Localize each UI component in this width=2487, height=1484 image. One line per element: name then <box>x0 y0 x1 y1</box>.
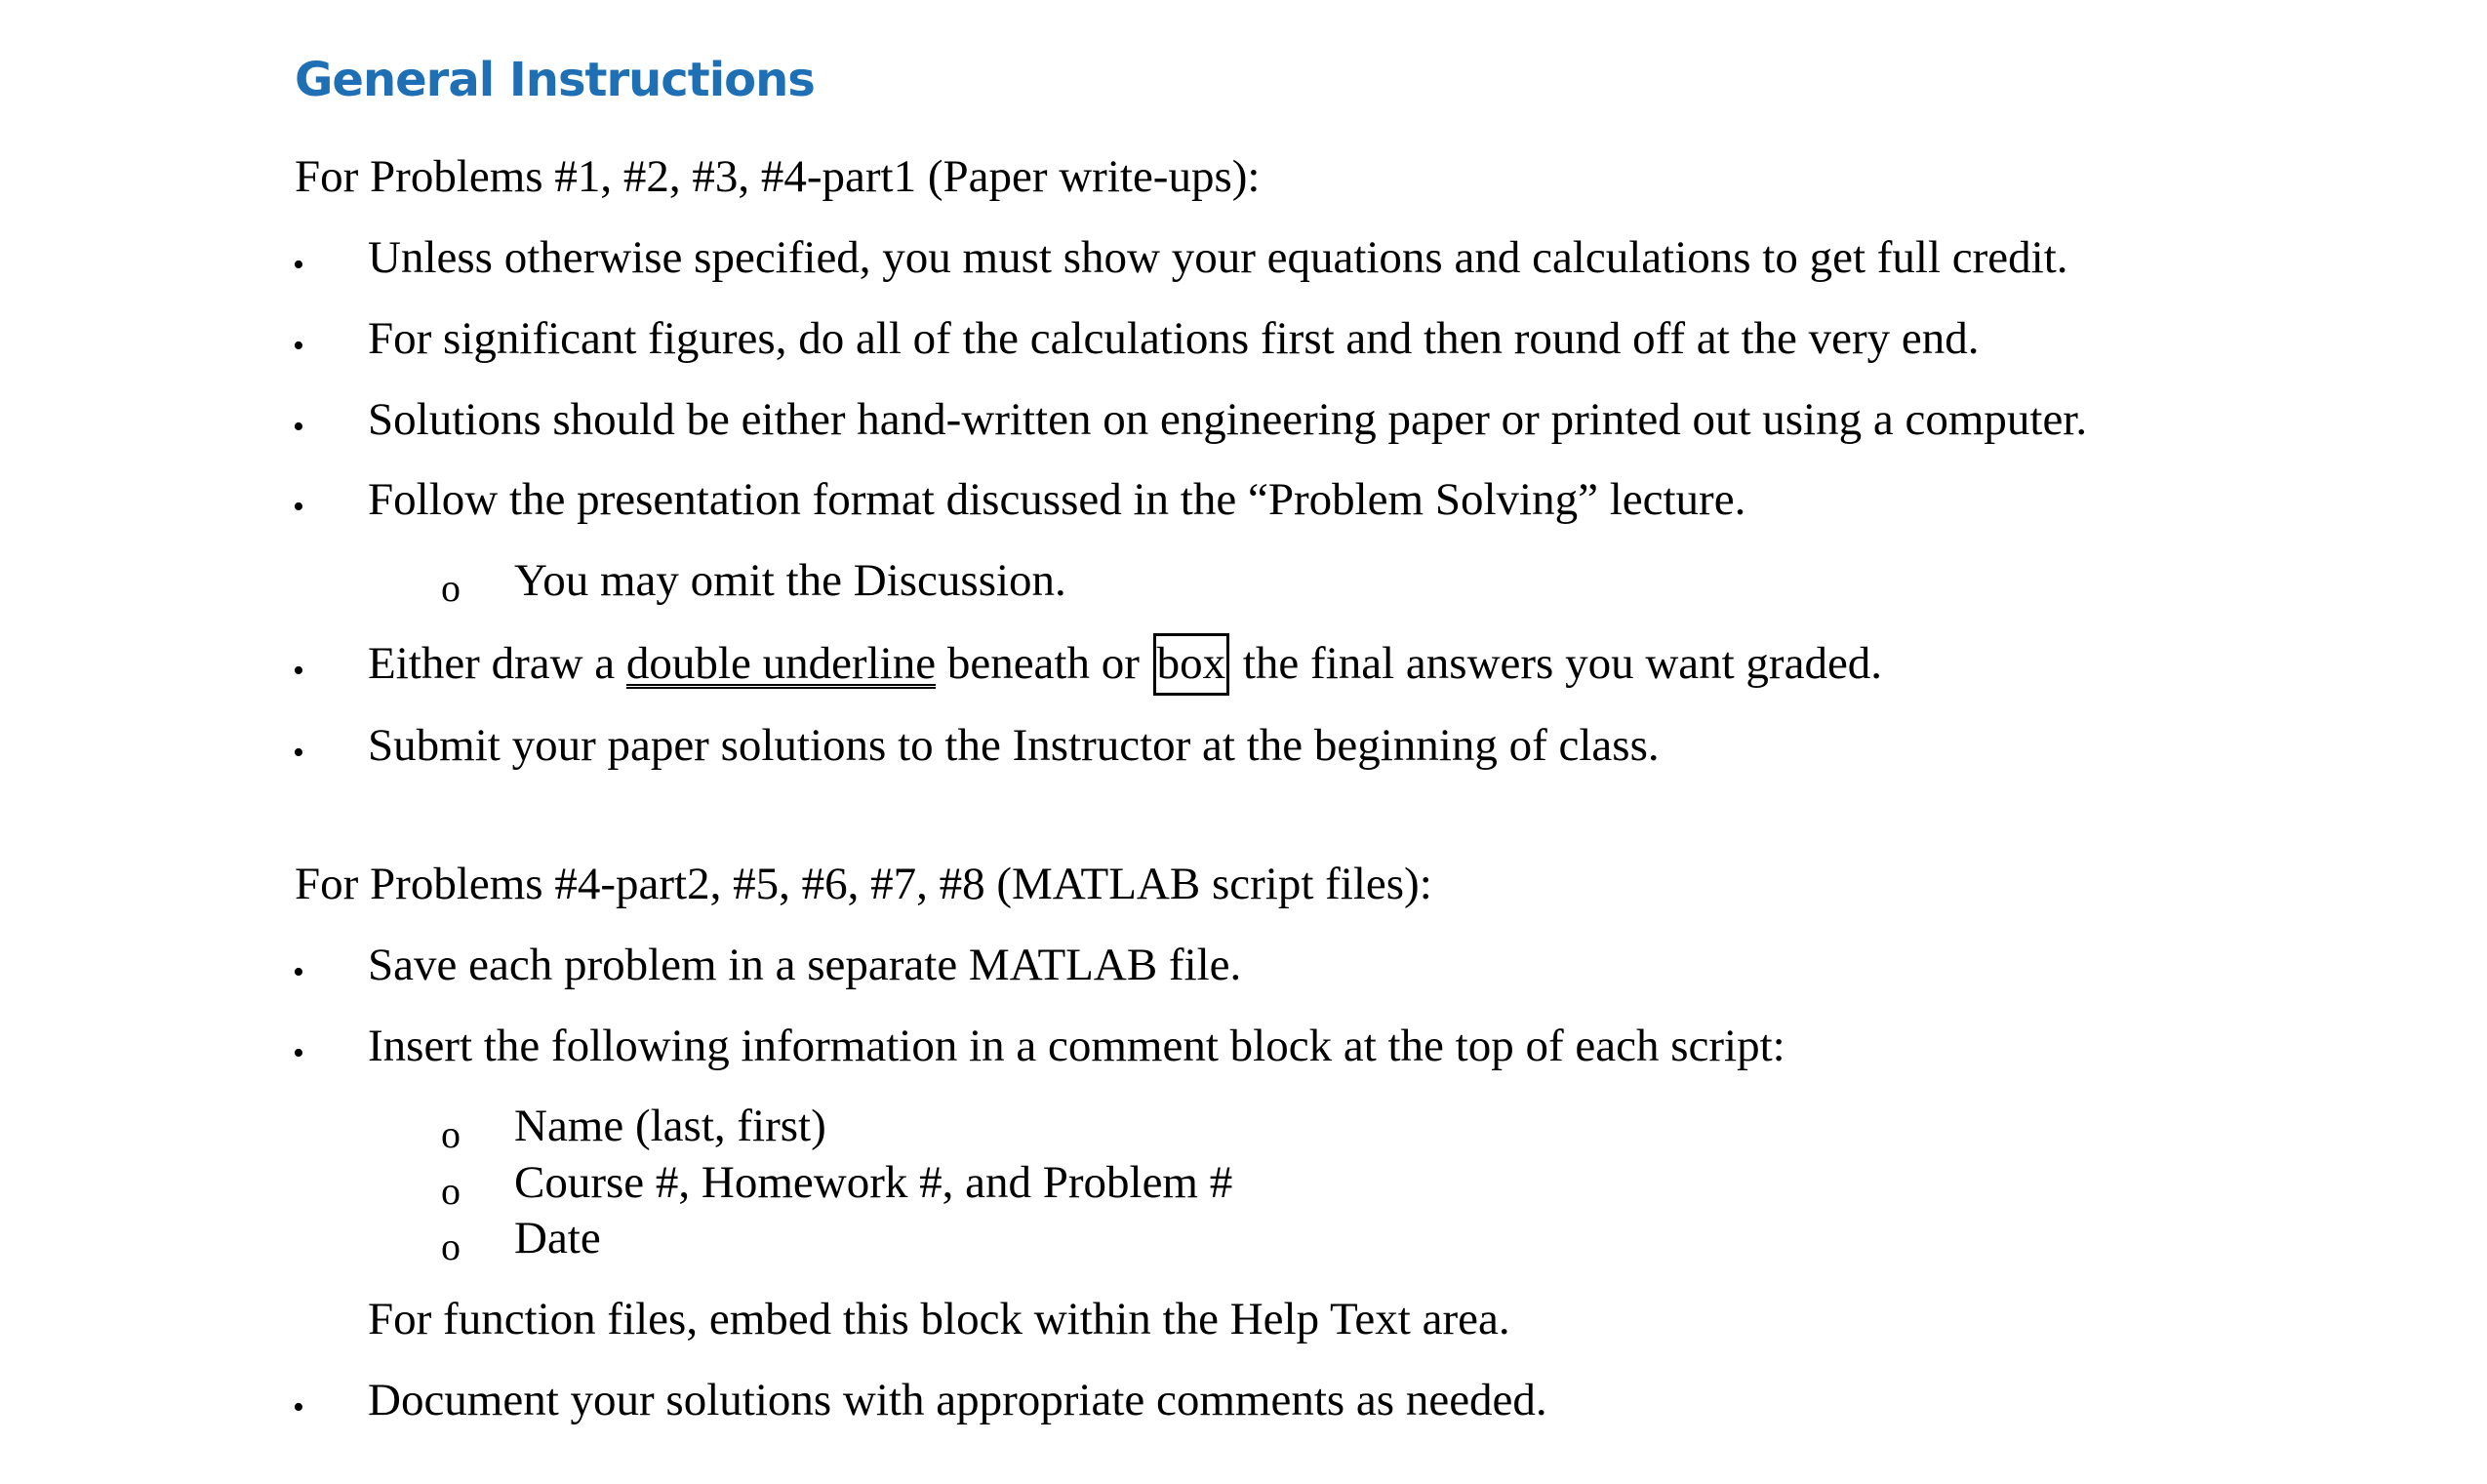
paper-item-answers <box>368 638 1883 689</box>
bullet-icon: • <box>293 1389 304 1425</box>
bullet-icon: • <box>293 489 304 525</box>
sub-bullet-icon: o <box>441 1169 461 1213</box>
matlab-section-intro: For Problems #4-part2, #5, #6, #7, #8 (MATLAB script files): <box>295 859 1432 909</box>
box-example: box <box>1153 633 1230 696</box>
answer-text-start: Either draw a <box>368 638 626 689</box>
answer-text-middle: beneath or <box>936 638 1151 689</box>
bullet-icon: • <box>293 409 304 445</box>
paper-sub-item-discussion: You may omit the Discussion. <box>514 555 1066 606</box>
matlab-item-document: Document your solutions with appropriate comments as needed. <box>368 1375 1547 1425</box>
matlab-item-separate-file: Save each problem in a separate MATLAB file. <box>368 940 1242 990</box>
paper-item-presentation: Follow the presentation format discussed in the “Problem Solving” lecture. <box>368 474 1746 525</box>
matlab-function-note: For function files, embed this block within the Help Text area. <box>368 1294 1510 1344</box>
bullet-icon: • <box>293 247 304 283</box>
bullet-icon: • <box>293 735 304 771</box>
answer-text-end: the final answers you want graded. <box>1231 638 1883 689</box>
paper-item-submit: Submit your paper solutions to the Instructor at the beginning of class. <box>368 720 1660 771</box>
sub-bullet-icon: o <box>441 1224 461 1268</box>
paper-section-intro: For Problems #1, #2, #3, #4-part1 (Paper write-ups): <box>295 151 1261 202</box>
sub-bullet-icon: o <box>441 566 461 610</box>
sub-bullet-icon: o <box>441 1112 461 1156</box>
matlab-sub-item-course: Course #, Homework #, and Problem # <box>514 1157 1233 1208</box>
paper-item-format: Solutions should be either hand-written on engineering paper or printed out using a computer. <box>368 394 2088 445</box>
double-underline-example: double underline <box>625 638 937 689</box>
matlab-sub-item-date: Date <box>514 1213 601 1263</box>
bullet-icon: • <box>293 1035 304 1071</box>
bullet-icon: • <box>293 954 304 990</box>
paper-item-show-work: Unless otherwise specified, you must show your equations and calculations to get full credit. <box>368 232 2068 283</box>
matlab-sub-item-name: Name (last, first) <box>514 1101 826 1151</box>
bullet-icon: • <box>293 653 304 689</box>
matlab-item-comment-block: Insert the following information in a comment block at the top of each script: <box>368 1021 1785 1071</box>
paper-item-sig-figs: For significant figures, do all of the calculations first and then round off at the very end. <box>368 313 1980 364</box>
section-heading: General Instructions <box>295 53 815 107</box>
bullet-icon: • <box>293 328 304 364</box>
